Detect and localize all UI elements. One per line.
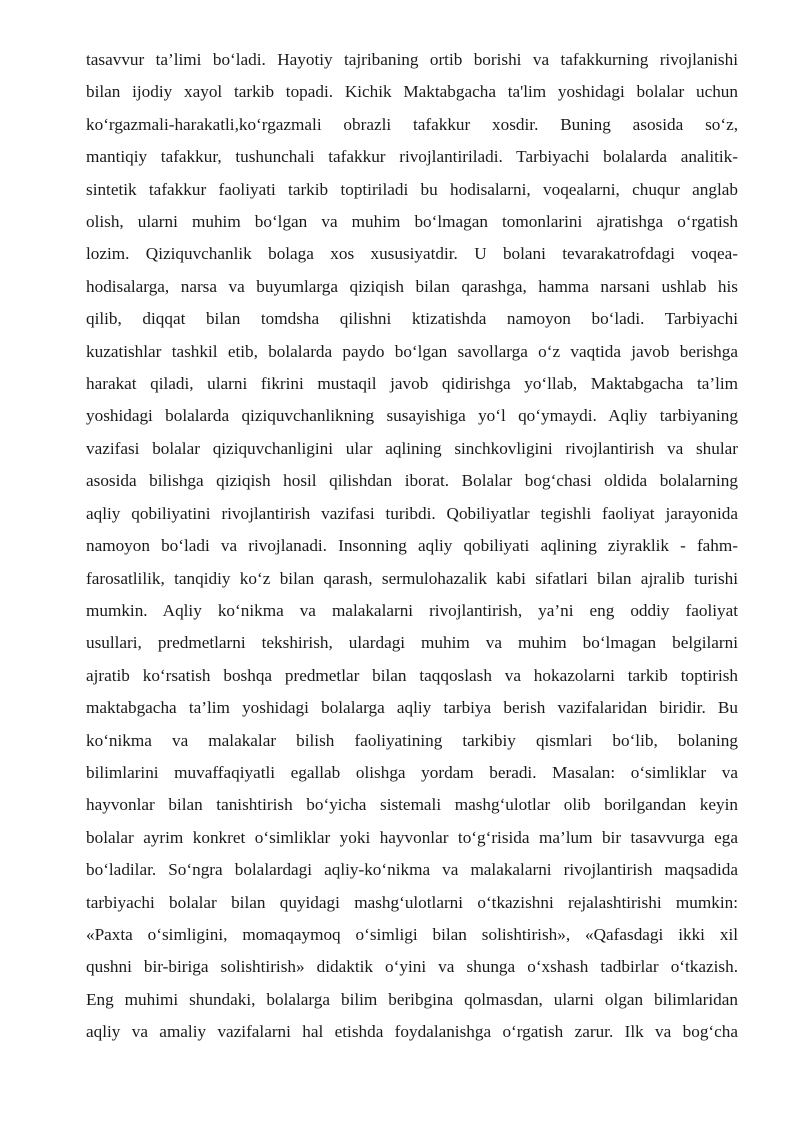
text-line: kuzatishlar tashkil etib, bolalarda paydo bo‘lgan savollarga o‘z vaqtida javob berishga	[86, 341, 738, 361]
text-line: bo‘ladilar. So‘ngra bolalardagi aqliy-ko‘nikma va malakalarni rivojlantirish maqsadida	[86, 860, 738, 880]
text-line: Eng muhimi shundaki, bolalarga bilim beribgina qolmasdan, ularni olgan bilimlaridan	[86, 989, 738, 1009]
text-line: ko‘nikma va malakalar bilish faoliyatining tarkibiy qismlari bo‘lib, bolaning	[86, 730, 738, 750]
text-line: usullari, predmetlarni tekshirish, ulardagi muhim va muhim bo‘lmagan belgilarni	[86, 633, 738, 653]
text-line: ko‘rgazmali-harakatli,ko‘rgazmali obrazli tafakkur xosdir. Buning asosida so‘z,	[86, 114, 738, 134]
text-line: bilimlarini muvaffaqiyatli egallab olishga yordam beradi. Masalan: o‘simliklar va	[86, 762, 738, 782]
text-line: bilan ijodiy xayol tarkib topadi. Kichik Maktabgacha ta'lim yoshidagi bolalar uchun	[86, 82, 738, 102]
text-line: aqliy qobiliyatini rivojlantirish vazifasi turibdi. Qobiliyatlar tegishli faoliyat jarayonida	[86, 503, 738, 523]
text-line: bolalar ayrim konkret o‘simliklar yoki hayvonlar to‘g‘risida ma’lum bir tasavvurga ega	[86, 827, 738, 847]
text-line: hayvonlar bilan tanishtirish bo‘yicha sistemali mashg‘ulotlar olib borilgandan keyin	[86, 795, 738, 815]
text-line: mumkin. Aqliy ko‘nikma va malakalarni rivojlantirish, ya’ni eng oddiy faoliyat	[86, 600, 738, 620]
text-line: namoyon bo‘ladi va rivojlanadi. Insonning aqliy qobiliyati aqlining ziyraklik - fahm-	[86, 536, 738, 556]
text-line: yoshidagi bolalarda qiziquvchanlikning susayishiga yo‘l qo‘ymaydi. Aqliy tarbiyaning	[86, 406, 738, 426]
text-line: olish, ularni muhim bo‘lgan va muhim bo‘lmagan tomonlarini ajratishga o‘rgatish	[86, 212, 738, 232]
body-paragraph	[86, 44, 738, 1049]
text-line: qushni bir-biriga solishtirish» didaktik o‘yini va shunga o‘xshash tadbirlar o‘tkazish.	[86, 957, 738, 977]
text-line: lozim. Qiziquvchanlik bolaga xos xususiyatdir. U bolani tevarakatrofdagi voqea-	[86, 244, 738, 264]
text-line: qilib, diqqat bilan tomdsha qilishni ktizatishda namoyon bo‘ladi. Tarbiyachi	[86, 309, 738, 329]
text-line: tarbiyachi bolalar bilan quyidagi mashg‘ulotlarni o‘tkazishni rejalashtirishi mumkin:	[86, 892, 738, 912]
text-line: asosida bilishga qiziqish hosil qilishdan iborat. Bolalar bog‘chasi oldida bolalarning	[86, 471, 738, 491]
text-line: hodisalarga, narsa va buyumlarga qiziqish bilan qarashga, hamma narsani ushlab his	[86, 276, 738, 296]
text-line: «Paxta o‘simligini, momaqaymoq o‘simligi bilan solishtirish», «Qafasdagi ikki xil	[86, 924, 738, 944]
text-line: mantiqiy tafakkur, tushunchali tafakkur rivojlantiriladi. Tarbiyachi bolalarda analitik-	[86, 147, 738, 167]
text-line: aqliy va amaliy vazifalarni hal etishda foydalanishga o‘rgatish zarur. Ilk va bog‘cha	[86, 1022, 738, 1042]
text-line: ajratib ko‘rsatish boshqa predmetlar bilan taqqoslash va hokazolarni tarkib toptirish	[86, 665, 738, 685]
text-line: farosatlilik, tanqidiy ko‘z bilan qarash, sermulohazalik kabi sifatlari bilan ajralib turishi	[86, 568, 738, 588]
text-line: vazifasi bolalar qiziquvchanligini ular aqlining sinchkovligini rivojlantirish va shular	[86, 438, 738, 458]
text-line: sintetik tafakkur faoliyati tarkib toptiriladi bu hodisalarni, voqealarni, chuqur anglab	[86, 179, 738, 199]
text-line: tasavvur ta’limi bo‘ladi. Hayotiy tajribaning ortib borishi va tafakkurning rivojlanishi	[86, 50, 738, 69]
text-line: maktabgacha ta’lim yoshidagi bolalarga aqliy tarbiya berish vazifalaridan biridir. Bu	[86, 698, 738, 718]
text-line: harakat qiladi, ularni fikrini mustaqil javob qidirishga yo‘llab, Maktabgacha ta’lim	[86, 374, 738, 394]
